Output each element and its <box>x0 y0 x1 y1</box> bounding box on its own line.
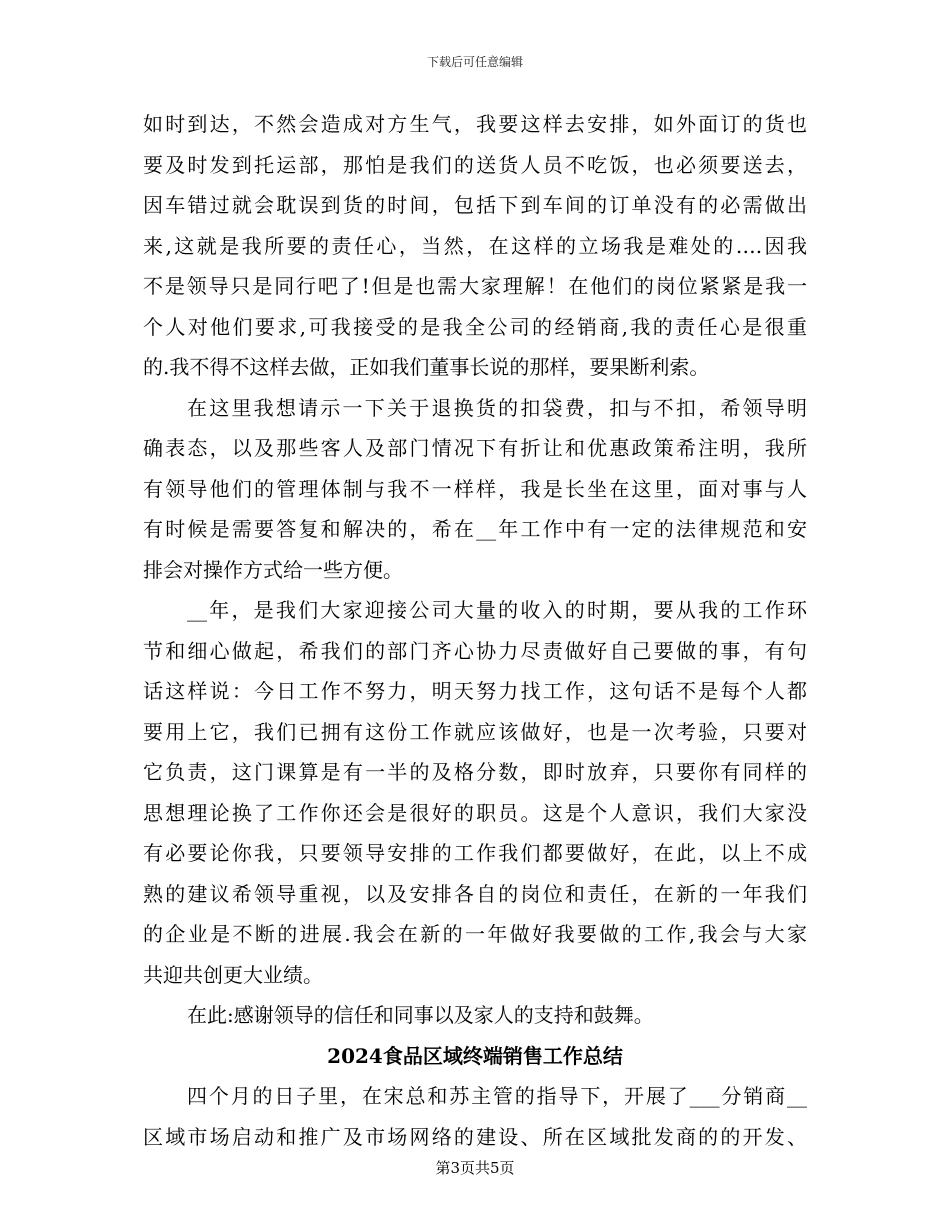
page-number: 第3页共5页 <box>435 1159 515 1177</box>
body-line: 区域市场启动和推广及市场网络的建设、所在区域批发商的的开发、 <box>143 1124 807 1149</box>
body-line: 如时到达，不然会造成对方生气，我要这样去安排，如外面订的货也 <box>143 112 807 136</box>
body-line: 要用上它，我们已拥有这份工作就应该做好，也是一次考验，只要对 <box>143 719 807 744</box>
body-line: 节和细心做起，希我们的部门齐心协力尽责做好自己要做的事，有句 <box>143 638 807 663</box>
body-line: 有时候是需要答复和解决的，希在__年工作中有一定的法律规范和安 <box>143 517 807 541</box>
body-line: 四个月的日子里，在宋总和苏主管的指导下，开展了___分销商__ <box>187 1084 807 1108</box>
body-line: 确表态，以及那些客人及部门情况下有折让和优惠政策希注明，我所 <box>143 436 807 460</box>
body-line: 排会对操作方式给一些方便。 <box>143 557 403 582</box>
body-line: 来,这就是我所要的责任心，当然，在这样的立场我是难处的….因我 <box>143 233 807 258</box>
body-line: 个人对他们要求,可我接受的是我全公司的经销商,我的责任心是很重 <box>143 314 807 339</box>
body-line: 共迎共创更大业绩。 <box>143 962 323 987</box>
body-line: 因车错过就会耽误到货的时间，包括下到车间的订单没有的必需做出 <box>143 193 807 217</box>
body-line: 的企业是不断的进展.我会在新的一年做好我要做的工作,我会与大家 <box>143 922 807 946</box>
body-line: __年，是我们大家迎接公司大量的收入的时期，要从我的工作环 <box>187 598 807 622</box>
body-line: 在此:感谢领导的信任和同事以及家人的支持和鼓舞。 <box>187 1003 654 1027</box>
body-line: 思想理论换了工作你还会是很好的职员。这是个人意识，我们大家没 <box>143 800 807 825</box>
section-title: 2024食品区域终端销售工作总结 <box>327 1043 623 1068</box>
body-line: 不是领导只是同行吧了!但是也需大家理解！在他们的岗位紧紧是我一 <box>143 274 807 298</box>
page-header-note: 下载后可任意编辑 <box>426 55 523 69</box>
body-line: 话这样说：今日工作不努力，明天努力找工作，这句话不是每个人都 <box>143 679 807 703</box>
body-line: 在这里我想请示一下关于退换货的扣袋费，扣与不扣，希领导明 <box>187 395 807 420</box>
body-line: 有领导他们的管理体制与我不一样样，我是长坐在这里，面对事与人 <box>143 476 807 501</box>
body-line: 的.我不得不这样去做，正如我们董事长说的那样，要果断利索。 <box>143 355 710 379</box>
body-line: 要及时发到托运部，那怕是我们的送货人员不吃饭，也必须要送去， <box>143 152 807 177</box>
body-line: 熟的建议希领导重视，以及安排各自的岗位和责任，在新的一年我们 <box>143 881 807 906</box>
body-line: 有必要论你我，只要领导安排的工作我们都要做好，在此，以上不成 <box>143 841 807 865</box>
body-line: 它负责，这门课算是有一半的及格分数，即时放弃，只要你有同样的 <box>143 760 807 784</box>
document-body <box>143 104 807 1157</box>
